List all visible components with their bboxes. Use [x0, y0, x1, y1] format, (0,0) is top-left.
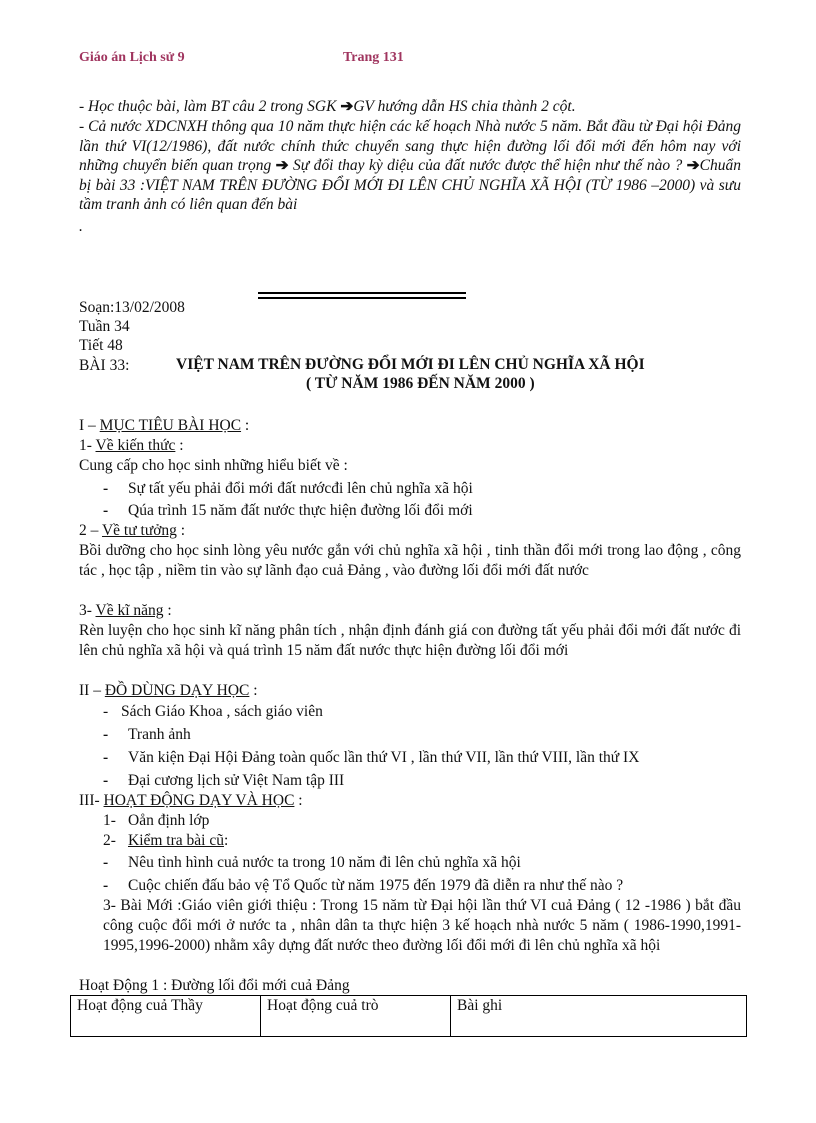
section-activities-heading: III- HOẠT ĐỘNG DẠY VÀ HỌC : — [79, 792, 303, 809]
table-header-cell: Hoạt động cuả trò — [261, 996, 451, 1037]
activity-table — [70, 995, 747, 1037]
header-page-number: Trang 131 — [343, 50, 404, 65]
intro-paragraph-2: - Cả nước XDCNXH thông qua 10 năm thực hiện các kế hoạch Nhà nước 5 năm. Bắt đầu từ Đại hội Đảng lần thứ VI(12/1986), đất nước chính thức chuyển sang thực hiện đường lối đổi mới đến hôm nay với những chuyển biến quan trọng ➔ Sự đổi thay kỳ diệu của đất nước được thể hiện như thế nào ? ➔Chuẩn bị bài 33 :VIỆT NAM TRÊN ĐƯỜNG ĐỔI MỚI ĐI LÊN CHỦ NGHĨA XÃ HỘI (TỪ 1986 –2000) và sưu tầm tranh ảnh có liên quan đến bài — [79, 118, 741, 213]
separator-rule — [258, 292, 466, 294]
attitude-heading: 2 – Về tư tưởng : — [79, 522, 186, 539]
new-lesson-intro: 3- Bài Mới :Giáo viên giới thiệu : Trong 15 năm từ Đại hội lần thứ VI cuả Đảng ( 12 -1986 ) bắt đầu công cuộc đổi mới ở nước ta , nhân dân ta thực hiện 3 kế hoạch nhà nước 5 năm ( 1986-1990,1991-1995,1996-2000) nhằm xây dựng đất nước theo đường lối đổi mới đi lên chủ nghĩa xã hội — [103, 897, 741, 954]
section-objectives-heading: I – MỤC TIÊU BÀI HỌC : — [79, 417, 250, 434]
knowledge-intro: Cung cấp cho học sinh những hiểu biết về : — [79, 457, 348, 474]
prepared-date: Soạn:13/02/2008 — [79, 299, 185, 316]
arrow-icon: ➔ — [686, 157, 700, 174]
lesson-label: BÀI 33: — [79, 357, 130, 374]
period-number: Tiết 48 — [79, 337, 123, 354]
intro-dot: . — [79, 218, 83, 235]
table-header-cell: Bài ghi — [451, 996, 747, 1037]
lesson-title-years: ( TỪ NĂM 1986 ĐẾN NĂM 2000 ) — [306, 375, 535, 392]
header-subject: Giáo án Lịch sử 9 — [79, 50, 185, 65]
arrow-icon: ➔ — [340, 98, 354, 115]
arrow-icon: ➔ — [275, 157, 289, 174]
table-row — [71, 996, 747, 1037]
intro-paragraph-1: - Học thuộc bài, làm BT câu 2 trong SGK ➔GV hướng dẫn HS chia thành 2 cột. — [79, 98, 576, 115]
attitude-text: Bồi dưỡng cho học sinh lòng yêu nước gắn với chủ nghĩa xã hội , tinh thần đổi mới trong lao động , công tác , học tập , niềm tin vào sự lãnh đạo cuả Đảng , vào đường lối đổi mới đất nước — [79, 542, 741, 579]
lesson-title: VIỆT NAM TRÊN ĐƯỜNG ĐỔI MỚI ĐI LÊN CHỦ NGHĨA XÃ HỘI — [176, 356, 645, 373]
skills-heading: 3- Về kĩ năng : — [79, 602, 172, 619]
activity-heading: Hoạt Động 1 : Đường lối đổi mới cuả Đảng — [79, 977, 350, 994]
table-header-cell: Hoạt động cuả Thầy — [71, 996, 261, 1037]
section-materials-heading: II – ĐỒ DÙNG DẠY HỌC : — [79, 682, 258, 699]
week-number: Tuần 34 — [79, 318, 130, 335]
knowledge-heading: 1- Về kiến thức : — [79, 437, 184, 454]
skills-text: Rèn luyện cho học sinh kĩ năng phân tích , nhận định đánh giá con đường tất yếu phải đổi mới đất nước đi lên chủ nghĩa xã hội và quá trình 15 năm đất nước thực hiện đường lối đổi mới — [79, 622, 741, 659]
